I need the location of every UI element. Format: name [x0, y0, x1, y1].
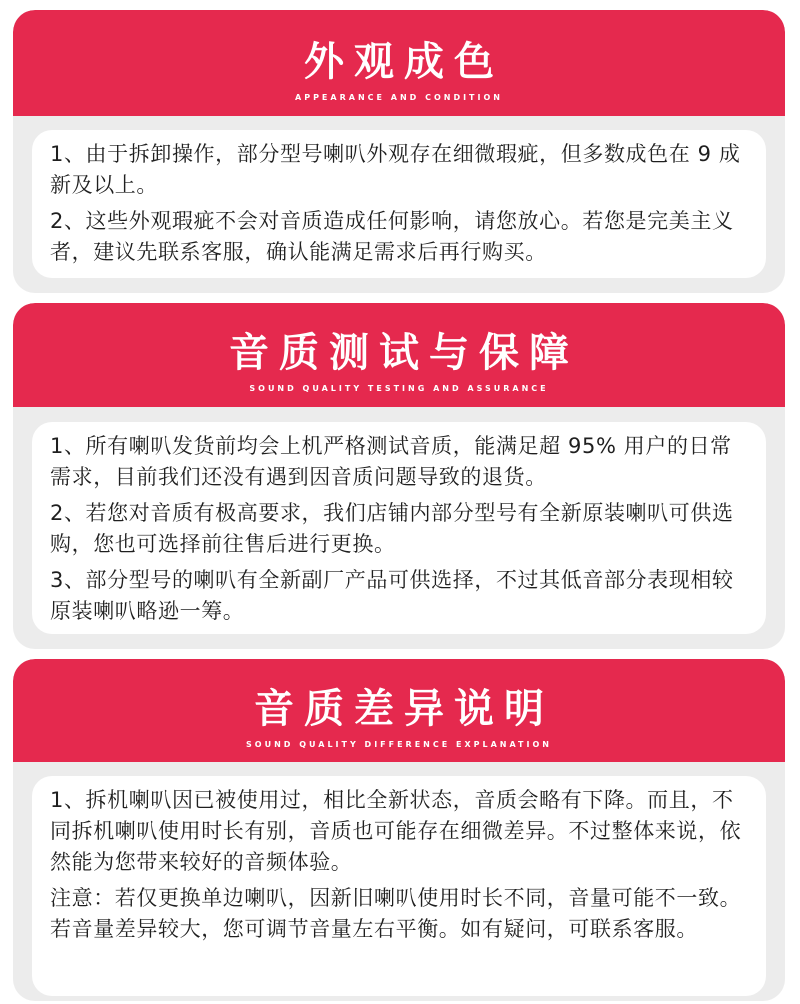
paragraph: 1、由于拆卸操作，部分型号喇叭外观存在细微瑕疵，但多数成色在 9 成新及以上。	[50, 142, 741, 197]
section-subtitle: SOUND QUALITY TESTING AND ASSURANCE	[249, 384, 549, 393]
section-title: 音质差异说明	[254, 686, 554, 732]
section-body	[32, 130, 766, 278]
paragraph: 2、若您对音质有极高要求，我们店铺内部分型号有全新原装喇叭可供选购，您也可选择前往售后进行更换。	[50, 501, 734, 556]
paragraph: 1、拆机喇叭因已被使用过，相比全新状态，音质会略有下降。而且，不同拆机喇叭使用时长有别，音质也可能存在细微差异。不过整体来说，依然能为您带来较好的音频体验。	[50, 788, 742, 874]
section-sound-testing	[13, 303, 785, 649]
paragraph: 3、部分型号的喇叭有全新副厂产品可供选择，不过其低音部分表现相较原装喇叭略逊一筹。	[50, 568, 734, 623]
section-subtitle: APPEARANCE AND CONDITION	[295, 93, 503, 102]
section-title: 音质测试与保障	[229, 330, 579, 376]
section-sound-difference	[13, 659, 785, 1001]
section-appearance	[13, 10, 785, 293]
section-subtitle: SOUND QUALITY DIFFERENCE EXPLANATION	[246, 740, 552, 749]
section-body	[32, 422, 766, 634]
paragraph: 1、所有喇叭发货前均会上机严格测试音质，能满足超 95% 用户的日常需求，目前我们还没有遇到因音质问题导致的退货。	[50, 434, 732, 489]
section-body	[32, 776, 766, 996]
section-header	[13, 303, 785, 407]
section-header	[13, 659, 785, 762]
section-title: 外观成色	[304, 39, 504, 85]
paragraph: 2、这些外观瑕疵不会对音质造成任何影响，请您放心。若您是完美主义者，建议先联系客服，确认能满足需求后再行购买。	[50, 209, 734, 264]
section-header	[13, 10, 785, 116]
paragraph: 注意：若仅更换单边喇叭，因新旧喇叭使用时长不同，音量可能不一致。若音量差异较大，您可调节音量左右平衡。如有疑问，可联系客服。	[50, 886, 742, 941]
